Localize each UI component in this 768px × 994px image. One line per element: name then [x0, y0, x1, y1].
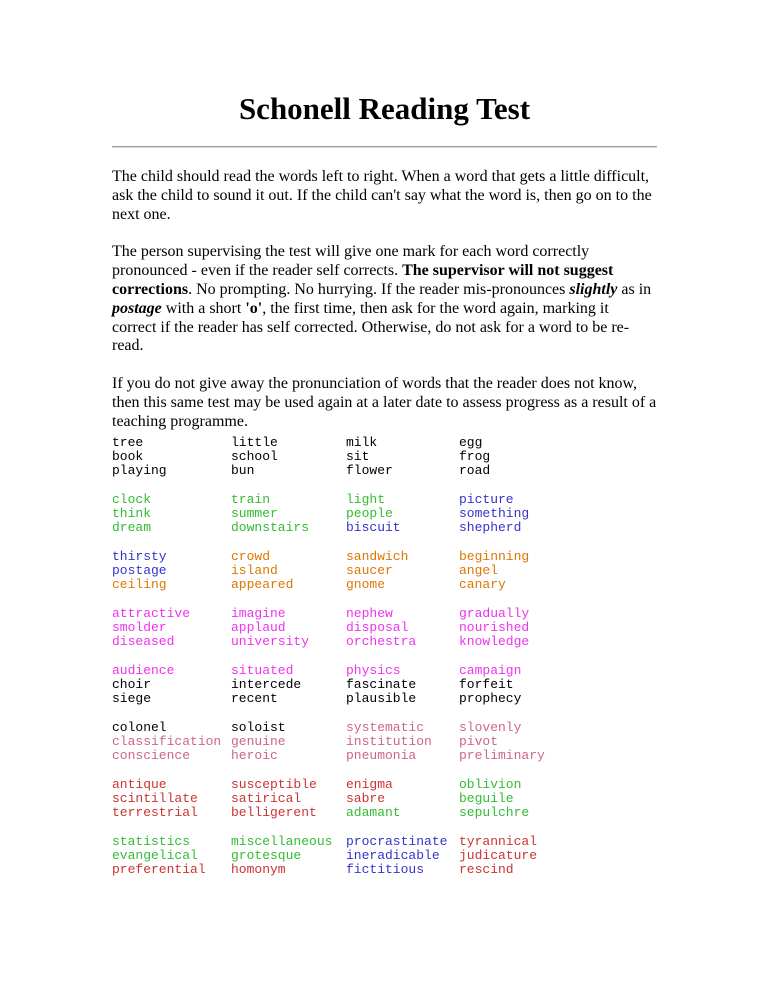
test-word: beguile	[459, 791, 514, 807]
test-word: beginning	[459, 549, 530, 564]
test-word: biscuit	[346, 520, 401, 536]
test-word: gradually	[459, 606, 530, 621]
test-word: island	[231, 563, 278, 579]
test-word: imagine	[231, 606, 286, 621]
test-word: rescind	[459, 862, 514, 878]
word-cell	[231, 835, 346, 892]
test-word: dream	[112, 520, 152, 536]
word-row	[112, 664, 657, 721]
word-cell	[231, 607, 346, 664]
test-word: intercede	[231, 677, 302, 693]
p2-emph-o: 'o'	[245, 299, 263, 317]
test-word: terrestrial	[112, 805, 198, 821]
test-word: heroic	[231, 748, 278, 764]
page-title: Schonell Reading Test	[238, 91, 531, 126]
word-cell	[231, 550, 346, 607]
test-word: school	[231, 449, 278, 465]
test-word: road	[459, 463, 491, 479]
word-cell	[459, 607, 569, 664]
p2-emph-postage: postage	[112, 299, 162, 317]
test-word: sabre	[346, 791, 386, 807]
test-word: knowledge	[459, 634, 530, 650]
word-row	[112, 607, 657, 664]
test-word: egg	[459, 435, 483, 450]
test-word: postage	[112, 563, 167, 579]
test-word: antique	[112, 777, 167, 792]
test-word: classification	[112, 734, 222, 750]
word-cell	[231, 664, 346, 721]
test-word: flower	[346, 463, 393, 479]
test-word: campaign	[459, 663, 522, 678]
instructions-paragraph-2	[112, 243, 657, 356]
word-cell	[346, 493, 459, 550]
test-word: grotesque	[231, 848, 302, 864]
instructions-paragraph-3: If you do not give away the pronunciation of words that the reader does not know, then this same test may be used again at a later date to assess progress as a result of a teaching programme.	[112, 375, 657, 430]
test-word: systematic	[346, 720, 425, 735]
word-cell	[112, 778, 231, 835]
test-word: forfeit	[459, 677, 514, 693]
test-word: statistics	[112, 834, 191, 849]
test-word: angel	[459, 563, 499, 579]
test-word: conscience	[112, 748, 191, 764]
test-word: sepulchre	[459, 805, 530, 821]
test-word: situated	[231, 663, 294, 678]
test-word: appeared	[231, 577, 294, 593]
instructions-paragraph-1: The child should read the words left to right. When a word that gets a little difficult, ask the child to sound it out. If the child can't say what the word is, then go on to the next one.	[112, 168, 652, 223]
test-word: bun	[231, 463, 255, 479]
test-word: miscellaneous	[231, 834, 333, 849]
test-word: attractive	[112, 606, 191, 621]
word-cell	[459, 664, 569, 721]
test-word: smolder	[112, 620, 167, 636]
test-word: pivot	[459, 734, 499, 750]
test-word: something	[459, 506, 530, 522]
test-word: crowd	[231, 549, 271, 564]
word-cell	[346, 664, 459, 721]
test-word: audience	[112, 663, 175, 678]
test-word: slovenly	[459, 720, 522, 735]
test-word: susceptible	[231, 777, 317, 792]
word-cell	[346, 607, 459, 664]
word-cell	[112, 607, 231, 664]
test-word: downstairs	[231, 520, 310, 536]
test-word: ineradicable	[346, 848, 440, 864]
test-word: evangelical	[112, 848, 198, 864]
test-word: enigma	[346, 777, 393, 792]
test-word: tyrannical	[459, 834, 538, 849]
test-word: people	[346, 506, 393, 522]
test-word: plausible	[346, 691, 417, 707]
test-word: little	[231, 435, 278, 450]
test-word: playing	[112, 463, 167, 479]
test-word: nourished	[459, 620, 530, 636]
test-word: scintillate	[112, 791, 198, 807]
test-word: orchestra	[346, 634, 417, 650]
test-word: university	[231, 634, 310, 650]
test-word: satirical	[231, 791, 302, 807]
word-cell	[459, 550, 569, 607]
test-word: recent	[231, 691, 278, 707]
word-cell	[459, 436, 569, 493]
test-word: sandwich	[346, 549, 409, 564]
test-word: genuine	[231, 734, 286, 750]
p2-text-c: . No prompting. No hurrying. If the reader mis-pronounces	[188, 280, 570, 298]
p2-bold-warning: The supervisor will not suggest corrections	[112, 262, 614, 298]
document	[112, 0, 657, 878]
word-cell	[231, 778, 346, 835]
p2-text-g: with a short	[161, 299, 246, 317]
divider	[112, 146, 657, 148]
word-cell	[112, 835, 231, 892]
test-word: train	[231, 492, 271, 507]
test-word: tree	[112, 435, 144, 450]
test-word: shepherd	[459, 520, 522, 536]
test-word: soloist	[231, 720, 286, 735]
test-word: procrastinate	[346, 834, 448, 849]
test-word: prophecy	[459, 691, 522, 707]
test-word: judicature	[459, 848, 538, 864]
test-word: book	[112, 449, 144, 465]
p2-text-e: as in	[617, 280, 652, 298]
word-cell	[346, 436, 459, 493]
word-cell	[459, 778, 569, 835]
p2-emph-slightly: slightly	[569, 280, 618, 298]
p2-text-a: The person supervising the test will give one mark for each word correctly pronounced - even if the reader self corrects.	[112, 243, 590, 280]
test-word: oblivion	[459, 777, 522, 792]
word-grid	[112, 436, 657, 892]
test-word: pneumonia	[346, 748, 417, 764]
test-word: frog	[459, 449, 491, 465]
word-cell	[112, 550, 231, 607]
test-word: ceiling	[112, 577, 167, 593]
test-word: physics	[346, 663, 401, 678]
test-word: siege	[112, 691, 152, 707]
test-word: clock	[112, 492, 152, 507]
test-word: milk	[346, 435, 378, 450]
word-row	[112, 835, 657, 892]
test-word: canary	[459, 577, 506, 593]
word-cell	[459, 721, 569, 778]
test-word: light	[346, 492, 386, 507]
word-row	[112, 436, 657, 493]
test-word: choir	[112, 677, 152, 693]
word-row	[112, 778, 657, 835]
test-word: fictitious	[346, 862, 425, 878]
test-word: disposal	[346, 620, 409, 636]
word-cell	[459, 835, 569, 892]
word-cell	[112, 721, 231, 778]
test-word: thirsty	[112, 549, 167, 564]
test-word: preliminary	[459, 748, 545, 764]
test-word: nephew	[346, 606, 393, 621]
word-cell	[346, 778, 459, 835]
test-word: sit	[346, 449, 370, 465]
test-word: preferential	[112, 862, 206, 878]
test-word: institution	[346, 734, 432, 750]
test-word: gnome	[346, 577, 386, 593]
word-cell	[231, 436, 346, 493]
test-word: adamant	[346, 805, 401, 821]
word-cell	[112, 493, 231, 550]
word-cell	[231, 493, 346, 550]
test-word: applaud	[231, 620, 286, 636]
test-word: colonel	[112, 720, 167, 735]
test-word: picture	[459, 492, 514, 507]
test-word: belligerent	[231, 805, 317, 821]
test-word: saucer	[346, 563, 393, 579]
word-cell	[112, 664, 231, 721]
p2-text-i: , the first time, then ask for the word again, marking it correct if the reader has self corrected. Otherwise, do not ask for a word to be re-read.	[112, 299, 630, 355]
test-word: homonym	[231, 862, 286, 878]
word-cell	[231, 721, 346, 778]
word-row	[112, 721, 657, 778]
test-word: fascinate	[346, 677, 417, 693]
word-cell	[459, 493, 569, 550]
word-cell	[112, 436, 231, 493]
test-word: summer	[231, 506, 278, 522]
test-word: diseased	[112, 634, 175, 650]
test-word: think	[112, 506, 152, 522]
word-cell	[346, 835, 459, 892]
word-row	[112, 550, 657, 607]
word-row	[112, 493, 657, 550]
word-cell	[346, 721, 459, 778]
word-cell	[346, 550, 459, 607]
